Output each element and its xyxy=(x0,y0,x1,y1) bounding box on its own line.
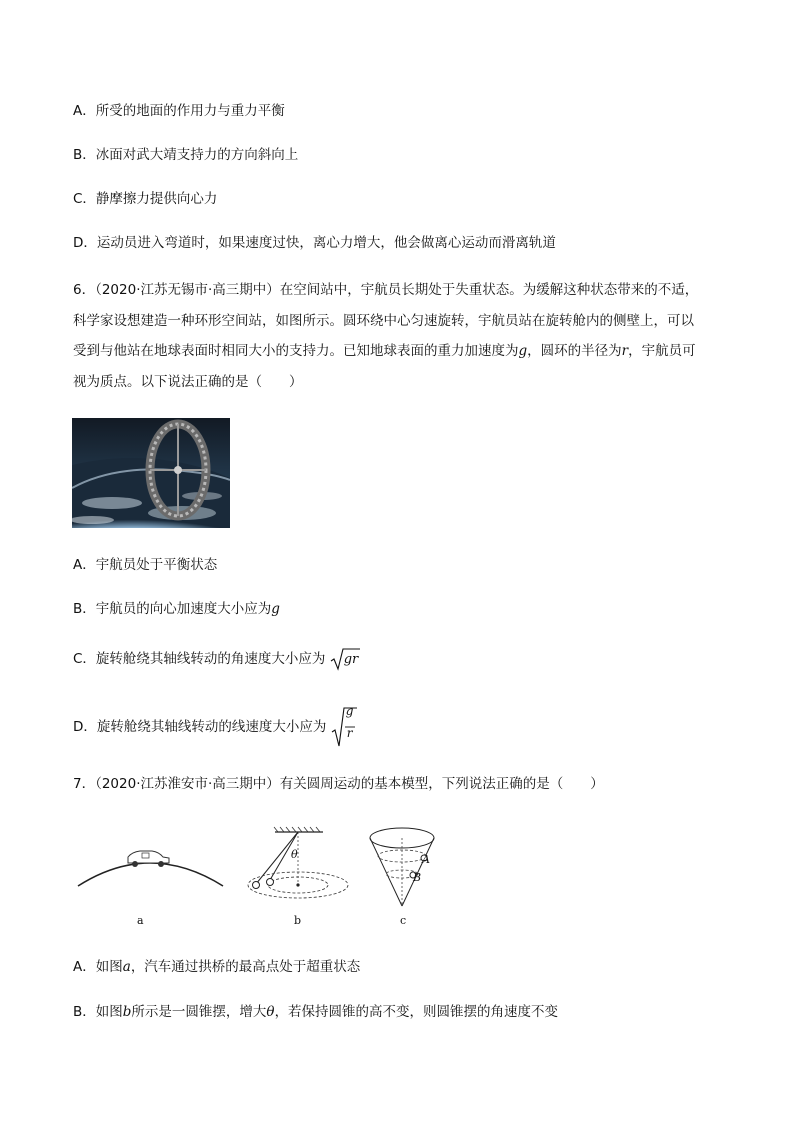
figure-label-b: b xyxy=(294,914,302,927)
q7-stem: 7．（2020·江苏淮安市·高三期中）有关圆周运动的基本模型，下列说法正确的是（ ） xyxy=(73,776,604,792)
var-g: g xyxy=(271,601,280,617)
q7-figure xyxy=(70,822,490,934)
q6-option-d: D．旋转舱绕其轴线转动的线速度大小应为 g r xyxy=(73,706,357,748)
q7-option-a: A．如图a，汽车通过拱桥的最高点处于超重状态 xyxy=(73,959,361,975)
sqrt-g-over-r-formula: g r xyxy=(331,706,357,748)
q6-stem-line-3: 受到与他站在地球表面时相同大小的支持力。已知地球表面的重力加速度为g，圆环的半径为r，宇航员可 xyxy=(73,343,696,359)
q6-option-a: A．宇航员处于平衡状态 xyxy=(73,557,218,573)
q6-stem-line-2: 科学家设想建造一种环形空间站，如图所示。圆环绕中心匀速旋转，宇航员站在旋转舱内的侧壁上，可以 xyxy=(73,312,694,329)
q6-option-b: B．宇航员的向心加速度大小应为g xyxy=(73,601,280,617)
var-r: r xyxy=(621,343,629,359)
q6-stem-line-1: 6．（2020·江苏无锡市·高三期中）在空间站中，宇航员长期处于失重状态。为缓解这种状态带来的不适， xyxy=(73,282,699,298)
figure-label-a: a xyxy=(137,914,144,927)
space-station-photo xyxy=(72,418,230,528)
theta-label: θ xyxy=(291,848,298,861)
arch-bridge-figure xyxy=(78,851,223,886)
point-a-label: A xyxy=(422,853,430,866)
q7-option-b: B．如图b所示是一圆锥摆，增大θ，若保持圆锥的高不变，则圆锥摆的角速度不变 xyxy=(73,1004,559,1020)
conical-pendulum-figure xyxy=(248,827,348,898)
q5-option-c: C．静摩擦力提供向心力 xyxy=(73,191,218,207)
point-b-label: B xyxy=(413,871,422,884)
q5-option-a: A．所受的地面的作用力与重力平衡 xyxy=(73,103,285,119)
q5-option-d: D．运动员进入弯道时，如果速度过快，离心力增大，他会做离心运动而滑离轨道 xyxy=(73,235,556,251)
q6-stem-line-4: 视为质点。以下说法正确的是（ ） xyxy=(73,373,303,390)
var-g: g xyxy=(518,343,528,359)
figure-label-c: c xyxy=(400,914,407,927)
q6-stem xyxy=(73,275,723,397)
q6-option-c: C．旋转舱绕其轴线转动的角速度大小应为 gr xyxy=(73,646,358,673)
cone-figure xyxy=(370,828,434,906)
q5-option-b: B．冰面对武大靖支持力的方向斜向上 xyxy=(73,147,299,163)
